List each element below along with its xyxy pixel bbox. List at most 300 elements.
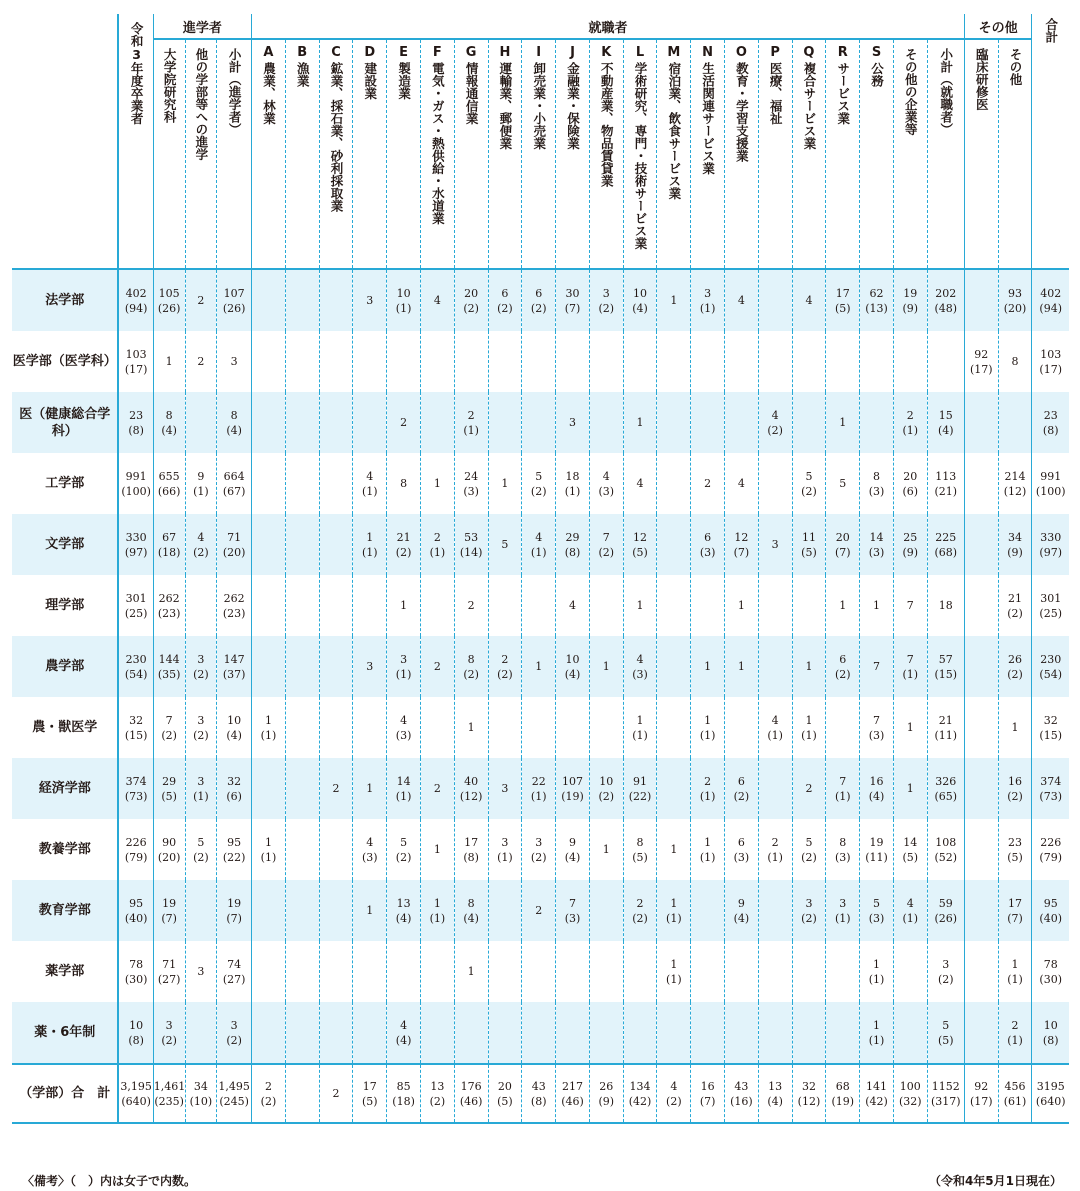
- count-female: (1): [564, 484, 581, 498]
- industry-code: J: [570, 45, 575, 60]
- count-total: 10: [633, 286, 648, 300]
- count-cell: [252, 269, 286, 331]
- count-female: (3): [868, 911, 885, 925]
- count-cell: [998, 331, 1032, 392]
- count-total: 1: [636, 713, 644, 727]
- count-female: (1): [362, 484, 378, 498]
- count-cell: [488, 941, 522, 1002]
- count-total: [320, 842, 353, 857]
- count-total: 32: [1043, 713, 1058, 727]
- count-cell: [353, 819, 387, 880]
- count-total: 21: [1008, 591, 1023, 605]
- count-total: 2: [433, 660, 441, 673]
- count-total: 9: [568, 835, 576, 849]
- count-cell: [657, 758, 691, 819]
- count-cell: [217, 575, 252, 636]
- count-cell: [217, 697, 252, 758]
- count-cell: [657, 636, 691, 697]
- count-cell: [118, 392, 153, 453]
- count-total: 23: [129, 408, 144, 422]
- count-total: 2: [467, 408, 475, 422]
- count-total: 330: [1040, 530, 1062, 544]
- column-label: 大学院研究科: [162, 48, 178, 123]
- faculty-name: 農・獣医学: [32, 720, 98, 735]
- count-total: 95: [227, 835, 242, 849]
- count-total: [624, 964, 657, 979]
- count-cell: [319, 453, 353, 514]
- count-total: 14: [396, 774, 411, 788]
- count-cell: [1032, 880, 1069, 941]
- count-female: (4): [395, 1033, 412, 1047]
- count-female: (1): [362, 545, 378, 559]
- count-cell: [118, 269, 153, 331]
- count-cell: [118, 758, 153, 819]
- count-cell: [758, 1064, 792, 1123]
- column-header-25: [964, 39, 998, 269]
- count-cell: [623, 758, 657, 819]
- count-cell: [153, 453, 185, 514]
- count-cell: [387, 575, 421, 636]
- count-cell: [285, 941, 319, 1002]
- count-total: 107: [223, 286, 245, 300]
- count-total: [826, 1025, 859, 1040]
- count-cell: [118, 941, 153, 1002]
- count-cell: [964, 514, 998, 575]
- count-total: 3: [771, 538, 779, 551]
- count-cell: [792, 819, 826, 880]
- count-total: 262: [223, 591, 245, 605]
- count-female: (52): [934, 850, 958, 864]
- industry-code: C: [331, 45, 341, 60]
- count-female: (2): [395, 850, 412, 864]
- total-row: [12, 1064, 1069, 1123]
- count-cell: [153, 331, 185, 392]
- count-cell: [488, 819, 522, 880]
- count-female: (8): [463, 850, 479, 864]
- column-label: 漁業: [295, 62, 311, 87]
- count-cell: [185, 392, 217, 453]
- count-total: [455, 354, 488, 369]
- count-cell: [691, 575, 725, 636]
- count-female: (22): [628, 789, 652, 803]
- count-total: 655: [158, 469, 180, 483]
- count-cell: [185, 575, 217, 636]
- count-female: (2): [226, 1033, 242, 1047]
- count-total: [353, 964, 386, 979]
- count-cell: [691, 1002, 725, 1064]
- count-total: 32: [227, 774, 242, 788]
- count-cell: [792, 880, 826, 941]
- count-female: (23): [222, 606, 246, 620]
- column-label: 臨床研修医: [974, 48, 990, 111]
- count-cell: [319, 636, 353, 697]
- count-total: 17: [1008, 896, 1023, 910]
- count-cell: [792, 697, 826, 758]
- count-total: 1: [704, 660, 712, 673]
- count-cell: [252, 941, 286, 1002]
- column-header-19: [758, 39, 792, 269]
- count-cell: [589, 453, 623, 514]
- count-total: 3: [366, 660, 374, 673]
- count-total: 2: [332, 782, 340, 795]
- count-cell: [420, 758, 454, 819]
- count-total: [826, 720, 859, 735]
- count-cell: [860, 819, 894, 880]
- count-total: 19: [869, 835, 884, 849]
- count-cell: [589, 636, 623, 697]
- count-female: (1): [530, 545, 547, 559]
- count-cell: [118, 1002, 153, 1064]
- count-female: (7): [834, 545, 851, 559]
- count-cell: [185, 636, 217, 697]
- count-total: [556, 354, 589, 369]
- count-female: (12): [797, 1094, 821, 1108]
- column-header-20: [792, 39, 826, 269]
- count-total: 262: [158, 591, 180, 605]
- count-female: (40): [124, 911, 148, 925]
- count-female: (17): [969, 1094, 993, 1108]
- column-header-2: [185, 39, 217, 269]
- count-total: 9: [737, 896, 745, 910]
- count-female: (19): [561, 789, 584, 803]
- count-total: [657, 537, 690, 552]
- count-total: 4: [602, 469, 610, 483]
- count-cell: [153, 758, 185, 819]
- count-total: 2: [1011, 1018, 1019, 1032]
- faculty-row: [12, 697, 1069, 758]
- count-total: 144: [158, 652, 180, 666]
- count-female: (1): [868, 1033, 885, 1047]
- count-cell: [657, 331, 691, 392]
- count-cell: [153, 1064, 185, 1123]
- count-total: 1: [366, 904, 374, 917]
- count-total: 4: [366, 469, 374, 483]
- count-cell: [1032, 819, 1069, 880]
- column-label: 金融業・保険業: [565, 62, 581, 150]
- count-female: (20): [157, 850, 181, 864]
- count-total: [421, 354, 454, 369]
- count-cell: [522, 269, 556, 331]
- count-total: 21: [396, 530, 411, 544]
- count-cell: [623, 819, 657, 880]
- count-female: (245): [219, 1094, 249, 1108]
- count-total: 4: [197, 530, 205, 544]
- count-cell: [826, 514, 860, 575]
- industry-code: G: [465, 45, 477, 60]
- count-female: (2): [497, 301, 513, 315]
- count-total: [759, 781, 792, 796]
- column-label: 学術研究、専門・技術サービス業: [633, 62, 649, 250]
- count-total: 1: [906, 782, 914, 795]
- count-cell: [522, 575, 556, 636]
- count-female: (2): [530, 850, 547, 864]
- count-female: (2): [193, 545, 209, 559]
- count-cell: [285, 514, 319, 575]
- count-total: 374: [125, 774, 147, 788]
- count-cell: [319, 575, 353, 636]
- column-label: 製造業: [396, 62, 412, 100]
- count-total: 1: [873, 599, 881, 612]
- count-total: 1: [704, 713, 712, 727]
- column-label: その他の企業等: [903, 48, 919, 136]
- count-cell: [893, 269, 927, 331]
- count-total: 1: [433, 843, 441, 856]
- count-total: [793, 354, 826, 369]
- count-female: (5): [1007, 850, 1023, 864]
- count-cell: [118, 819, 153, 880]
- count-female: (5): [632, 545, 648, 559]
- count-total: 92: [974, 347, 989, 361]
- count-cell: [589, 880, 623, 941]
- count-total: [252, 1025, 285, 1040]
- faculty-row: [12, 269, 1069, 331]
- count-cell: [998, 575, 1032, 636]
- count-cell: [927, 1064, 964, 1123]
- count-total: 1: [873, 957, 881, 971]
- count-female: (4): [937, 423, 954, 437]
- count-female: (1): [801, 728, 817, 742]
- count-total: 3,195: [120, 1079, 152, 1093]
- count-cell: [1032, 392, 1069, 453]
- count-cell: [1032, 514, 1069, 575]
- count-total: [320, 598, 353, 613]
- count-total: 5: [535, 469, 543, 483]
- count-female: (2): [937, 972, 954, 986]
- count-total: [657, 1025, 690, 1040]
- faculty-name: 医（健康総合学科）: [12, 392, 118, 453]
- count-cell: [792, 453, 826, 514]
- count-total: [965, 415, 998, 430]
- count-total: 90: [162, 835, 177, 849]
- count-cell: [927, 575, 964, 636]
- count-cell: [252, 575, 286, 636]
- count-cell: [118, 636, 153, 697]
- count-female: (1): [666, 972, 682, 986]
- count-cell: [826, 819, 860, 880]
- column-header-0: [118, 14, 153, 269]
- count-total: [522, 598, 555, 613]
- count-cell: [998, 269, 1032, 331]
- count-total: 107: [561, 774, 583, 788]
- count-total: [286, 842, 319, 857]
- count-cell: [1032, 1002, 1069, 1064]
- count-total: 1: [1011, 721, 1019, 734]
- count-cell: [927, 636, 964, 697]
- count-total: 230: [1040, 652, 1062, 666]
- count-cell: [1032, 1064, 1069, 1123]
- count-total: 4: [400, 1018, 408, 1032]
- count-female: (32): [899, 1094, 922, 1108]
- count-cell: [217, 514, 252, 575]
- count-total: [759, 964, 792, 979]
- column-header-row: [12, 39, 1069, 269]
- count-cell: [252, 758, 286, 819]
- count-female: (1): [395, 789, 412, 803]
- count-cell: [153, 269, 185, 331]
- count-total: [725, 964, 758, 979]
- faculty-row: [12, 880, 1069, 941]
- count-female: (7): [161, 911, 177, 925]
- count-cell: [185, 941, 217, 1002]
- count-cell: [118, 880, 153, 941]
- count-total: [725, 720, 758, 735]
- count-total: 7: [873, 713, 881, 727]
- faculty-name: 教育学部: [12, 880, 118, 941]
- column-header-16: [657, 39, 691, 269]
- faculty-name: 薬・6年制: [12, 1002, 118, 1064]
- count-female: (2): [463, 667, 479, 681]
- count-cell: [153, 697, 185, 758]
- count-female: (4): [632, 301, 648, 315]
- count-total: 57: [938, 652, 953, 666]
- count-cell: [893, 697, 927, 758]
- count-female: (46): [459, 1094, 483, 1108]
- count-total: [691, 903, 724, 918]
- count-cell: [185, 697, 217, 758]
- count-cell: [998, 880, 1032, 941]
- count-total: 14: [869, 530, 884, 544]
- count-cell: [353, 758, 387, 819]
- count-cell: [964, 697, 998, 758]
- count-female: (6): [226, 789, 242, 803]
- count-total: 12: [734, 530, 749, 544]
- count-cell: [691, 880, 725, 941]
- count-total: [387, 354, 420, 369]
- count-female: (640): [121, 1094, 151, 1108]
- count-total: 3: [704, 286, 712, 300]
- count-cell: [454, 758, 488, 819]
- count-total: 40: [464, 774, 479, 788]
- count-cell: [353, 514, 387, 575]
- count-female: (5): [801, 545, 817, 559]
- count-female: (1): [395, 667, 412, 681]
- count-cell: [454, 575, 488, 636]
- count-cell: [319, 269, 353, 331]
- count-female: (4): [463, 911, 479, 925]
- count-total: 8: [873, 469, 881, 483]
- industry-code: D: [364, 45, 376, 60]
- count-cell: [725, 880, 759, 941]
- count-total: 26: [599, 1079, 614, 1093]
- count-total: 32: [801, 1079, 816, 1093]
- count-total: [759, 903, 792, 918]
- count-cell: [488, 1064, 522, 1123]
- count-total: 4: [636, 652, 644, 666]
- count-cell: [420, 697, 454, 758]
- count-cell: [420, 636, 454, 697]
- count-total: 17: [464, 835, 479, 849]
- count-female: (8): [530, 1094, 547, 1108]
- count-total: [286, 415, 319, 430]
- count-cell: [623, 392, 657, 453]
- count-total: 3: [230, 1018, 238, 1032]
- count-female: (61): [1003, 1094, 1027, 1108]
- count-total: [286, 903, 319, 918]
- count-total: [657, 598, 690, 613]
- count-cell: [185, 331, 217, 392]
- count-cell: [792, 575, 826, 636]
- count-cell: [758, 941, 792, 1002]
- count-female: (94): [124, 301, 148, 315]
- count-female: (15): [1039, 728, 1063, 742]
- count-female: (4): [564, 850, 581, 864]
- count-cell: [522, 819, 556, 880]
- count-female: (14): [459, 545, 483, 559]
- count-female: (20): [222, 545, 246, 559]
- count-cell: [488, 758, 522, 819]
- count-cell: [860, 514, 894, 575]
- count-female: (1): [497, 850, 513, 864]
- count-total: [320, 964, 353, 979]
- count-cell: [893, 392, 927, 453]
- count-cell: [556, 880, 590, 941]
- count-total: 6: [737, 774, 745, 788]
- count-total: 10: [396, 286, 411, 300]
- faculty-name: 医学部（医学科）: [12, 354, 117, 369]
- count-female: (2): [161, 728, 177, 742]
- count-total: 10: [599, 774, 614, 788]
- count-cell: [454, 697, 488, 758]
- count-female: (3): [362, 850, 378, 864]
- count-cell: [589, 392, 623, 453]
- count-cell: [725, 269, 759, 331]
- header-corner: [12, 14, 118, 269]
- count-cell: [893, 453, 927, 514]
- count-total: 3: [602, 286, 610, 300]
- count-cell: [691, 819, 725, 880]
- count-cell: [454, 636, 488, 697]
- count-cell: [860, 697, 894, 758]
- count-total: 78: [1043, 957, 1058, 971]
- count-cell: [522, 453, 556, 514]
- count-cell: [217, 1002, 252, 1064]
- count-total: [489, 903, 522, 918]
- count-total: 1: [670, 896, 678, 910]
- count-total: 12: [633, 530, 648, 544]
- count-cell: [691, 331, 725, 392]
- count-total: [421, 598, 454, 613]
- count-female: (67): [222, 484, 246, 498]
- count-female: (21): [934, 484, 958, 498]
- count-cell: [691, 636, 725, 697]
- count-total: 3: [942, 957, 950, 971]
- count-total: 3: [535, 835, 543, 849]
- count-cell: [556, 697, 590, 758]
- faculty-name: 薬学部: [45, 964, 85, 979]
- count-cell: [927, 331, 964, 392]
- industry-code: R: [837, 45, 848, 60]
- industry-code: B: [297, 45, 308, 60]
- count-cell: [826, 1002, 860, 1064]
- count-cell: [353, 941, 387, 1002]
- count-female: (5): [161, 789, 177, 803]
- count-female: (42): [628, 1094, 652, 1108]
- count-female: (2): [767, 423, 783, 437]
- group-employ: 就職者: [252, 14, 965, 39]
- count-female: (8): [128, 423, 144, 437]
- count-female: (12): [459, 789, 483, 803]
- column-header-14: [589, 39, 623, 269]
- group-other: その他: [964, 14, 1032, 39]
- count-cell: [657, 697, 691, 758]
- count-female: (9): [1007, 545, 1023, 559]
- count-cell: [860, 392, 894, 453]
- count-total: 226: [1040, 835, 1062, 849]
- count-cell: [420, 269, 454, 331]
- count-cell: [758, 575, 792, 636]
- count-cell: [860, 453, 894, 514]
- count-total: 8: [230, 408, 238, 422]
